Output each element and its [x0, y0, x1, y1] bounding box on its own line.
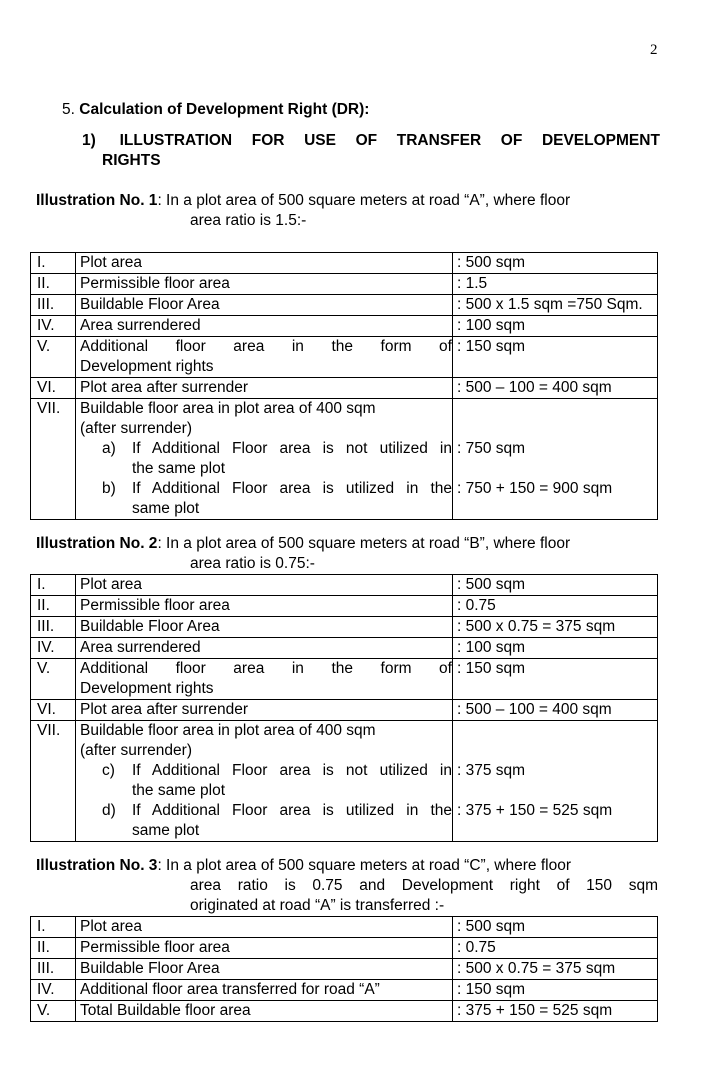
row-value: : 500 sqm [453, 253, 658, 274]
row-value: : 375 + 150 = 525 sqm [453, 1001, 658, 1022]
row-value: : 100 sqm [453, 638, 658, 659]
subheading-line-2: RIGHTS [102, 152, 161, 169]
table-row [31, 659, 658, 700]
table-row [31, 575, 658, 596]
row-item [76, 721, 453, 842]
row-value: : 150 sqm [453, 659, 658, 700]
row-item-line: Buildable floor area in plot area of 400 sqm [80, 400, 376, 417]
row-item: Permissible floor area [76, 274, 453, 295]
subheading [82, 131, 660, 171]
sub-item-value: : 375 + 150 = 525 sqm [457, 802, 613, 819]
row-number: III. [31, 959, 76, 980]
row-number: II. [31, 938, 76, 959]
row-item: Area surrendered [76, 316, 453, 337]
table-row [31, 295, 658, 316]
row-value: : 100 sqm [453, 316, 658, 337]
illustration-label: Illustration No. 1 [36, 192, 158, 209]
sub-item-text: If Additional Floor area is utilized in the [132, 480, 452, 497]
row-item: Plot area [76, 917, 453, 938]
subheading-number: 1) [82, 132, 96, 149]
row-number: III. [31, 617, 76, 638]
row-item: Buildable Floor Area [76, 959, 453, 980]
row-item [76, 659, 453, 700]
subheading-line-1 [82, 131, 660, 151]
row-number: I. [31, 253, 76, 274]
illustration-label: Illustration No. 2 [36, 535, 158, 552]
row-item: Plot area after surrender [76, 378, 453, 399]
subheading-word: DEVELOPMENT [541, 132, 660, 149]
illustration-text: : In a plot area of 500 square meters at road “B”, where floor [157, 535, 571, 552]
row-item-line: (after surrender) [80, 742, 192, 759]
sub-item-label: b) [102, 480, 116, 497]
illustration-1-table [30, 252, 658, 520]
row-number: VII. [31, 721, 76, 842]
sub-item-text: If Additional Floor area is not utilized in [132, 440, 452, 457]
table-row [31, 980, 658, 1001]
sub-item-label: a) [102, 440, 116, 457]
row-item: Additional floor area transferred for road “A” [76, 980, 453, 1001]
sub-item-text: same plot [132, 822, 200, 839]
sub-item-value: : 750 + 150 = 900 sqm [457, 480, 613, 497]
table-row [31, 274, 658, 295]
row-value: : 500 sqm [453, 917, 658, 938]
sub-item [80, 439, 452, 479]
table-row [31, 917, 658, 938]
row-item-line: (after surrender) [80, 420, 192, 437]
subheading-word: FOR [251, 132, 285, 149]
illustration-text: area ratio is 0.75 and Development right of 150 sqm [190, 877, 658, 894]
illustration-2-table [30, 574, 658, 842]
sub-item-value: : 375 sqm [457, 762, 526, 779]
row-value: : 0.75 [453, 938, 658, 959]
table-row [31, 316, 658, 337]
row-number: V. [31, 337, 76, 378]
illustration-1-intro [36, 191, 658, 231]
row-number: IV. [31, 638, 76, 659]
section-heading [62, 101, 369, 119]
page-number: 2 [650, 42, 658, 58]
sub-item-value: : 750 sqm [457, 440, 526, 457]
illustration-text: originated at road “A” is transferred :- [190, 897, 445, 914]
row-value [453, 399, 658, 520]
row-item: Total Buildable floor area [76, 1001, 453, 1022]
illustration-text: area ratio is 1.5:- [190, 212, 307, 229]
sub-item [80, 761, 452, 801]
row-number: VII. [31, 399, 76, 520]
sub-item-label: d) [102, 802, 116, 819]
subheading-word: OF [355, 132, 378, 149]
row-item: Permissible floor area [76, 938, 453, 959]
row-number: V. [31, 1001, 76, 1022]
row-number: VI. [31, 378, 76, 399]
table-row [31, 596, 658, 617]
row-value: : 500 x 0.75 = 375 sqm [453, 959, 658, 980]
row-item-line: Buildable floor area in plot area of 400 sqm [80, 722, 376, 739]
table-row [31, 1001, 658, 1022]
sub-item [80, 479, 452, 519]
table-row [31, 253, 658, 274]
row-item-line: Development rights [80, 358, 214, 375]
row-value: : 0.75 [453, 596, 658, 617]
row-value [453, 721, 658, 842]
row-number: I. [31, 575, 76, 596]
row-number: III. [31, 295, 76, 316]
row-item: Plot area after surrender [76, 700, 453, 721]
table-row [31, 378, 658, 399]
row-item-line: Additional floor area in the form of [80, 660, 452, 677]
section-number: 5. [62, 101, 75, 118]
table-row [31, 337, 658, 378]
row-item-line: Additional floor area in the form of [80, 338, 452, 355]
sub-item-text: If Additional Floor area is utilized in the [132, 802, 452, 819]
subheading-word: OF [500, 132, 523, 149]
illustration-2-intro [36, 534, 658, 574]
row-value: : 500 – 100 = 400 sqm [453, 378, 658, 399]
illustration-3-intro [36, 856, 658, 916]
row-number: II. [31, 274, 76, 295]
row-value: : 1.5 [453, 274, 658, 295]
row-value: : 150 sqm [453, 337, 658, 378]
sub-item-text: If Additional Floor area is not utilized in [132, 762, 452, 779]
row-number: IV. [31, 980, 76, 1001]
row-item: Permissible floor area [76, 596, 453, 617]
sub-item-text: the same plot [132, 460, 226, 477]
sub-item-text: the same plot [132, 782, 226, 799]
row-item: Plot area [76, 575, 453, 596]
row-number: I. [31, 917, 76, 938]
sub-item-label: c) [102, 762, 115, 779]
table-row [31, 638, 658, 659]
illustration-label: Illustration No. 3 [36, 857, 158, 874]
illustration-text: area ratio is 0.75:- [190, 555, 315, 572]
subheading-word: USE [304, 132, 336, 149]
row-item-line: Development rights [80, 680, 214, 697]
section-title: Calculation of Development Right (DR): [79, 101, 370, 118]
table-row [31, 617, 658, 638]
row-item: Buildable Floor Area [76, 295, 453, 316]
table-row [31, 959, 658, 980]
row-value: : 500 sqm [453, 575, 658, 596]
row-item [76, 399, 453, 520]
sub-item [80, 801, 452, 841]
row-value: : 150 sqm [453, 980, 658, 1001]
row-item: Plot area [76, 253, 453, 274]
illustration-text: : In a plot area of 500 square meters at road “C”, where floor [157, 857, 571, 874]
row-value: : 500 x 1.5 sqm =750 Sqm. [453, 295, 658, 316]
row-number: IV. [31, 316, 76, 337]
subheading-word: ILLUSTRATION [119, 132, 233, 149]
row-number: II. [31, 596, 76, 617]
row-number: V. [31, 659, 76, 700]
row-value: : 500 – 100 = 400 sqm [453, 700, 658, 721]
illustration-text: : In a plot area of 500 square meters at road “A”, where floor [157, 192, 571, 209]
row-item: Area surrendered [76, 638, 453, 659]
subheading-word: TRANSFER [396, 132, 482, 149]
sub-item-text: same plot [132, 500, 200, 517]
row-value: : 500 x 0.75 = 375 sqm [453, 617, 658, 638]
row-number: VI. [31, 700, 76, 721]
table-row [31, 938, 658, 959]
row-item: Buildable Floor Area [76, 617, 453, 638]
row-item [76, 337, 453, 378]
table-row [31, 721, 658, 842]
table-row [31, 700, 658, 721]
table-row [31, 399, 658, 520]
illustration-3-table [30, 916, 658, 1022]
